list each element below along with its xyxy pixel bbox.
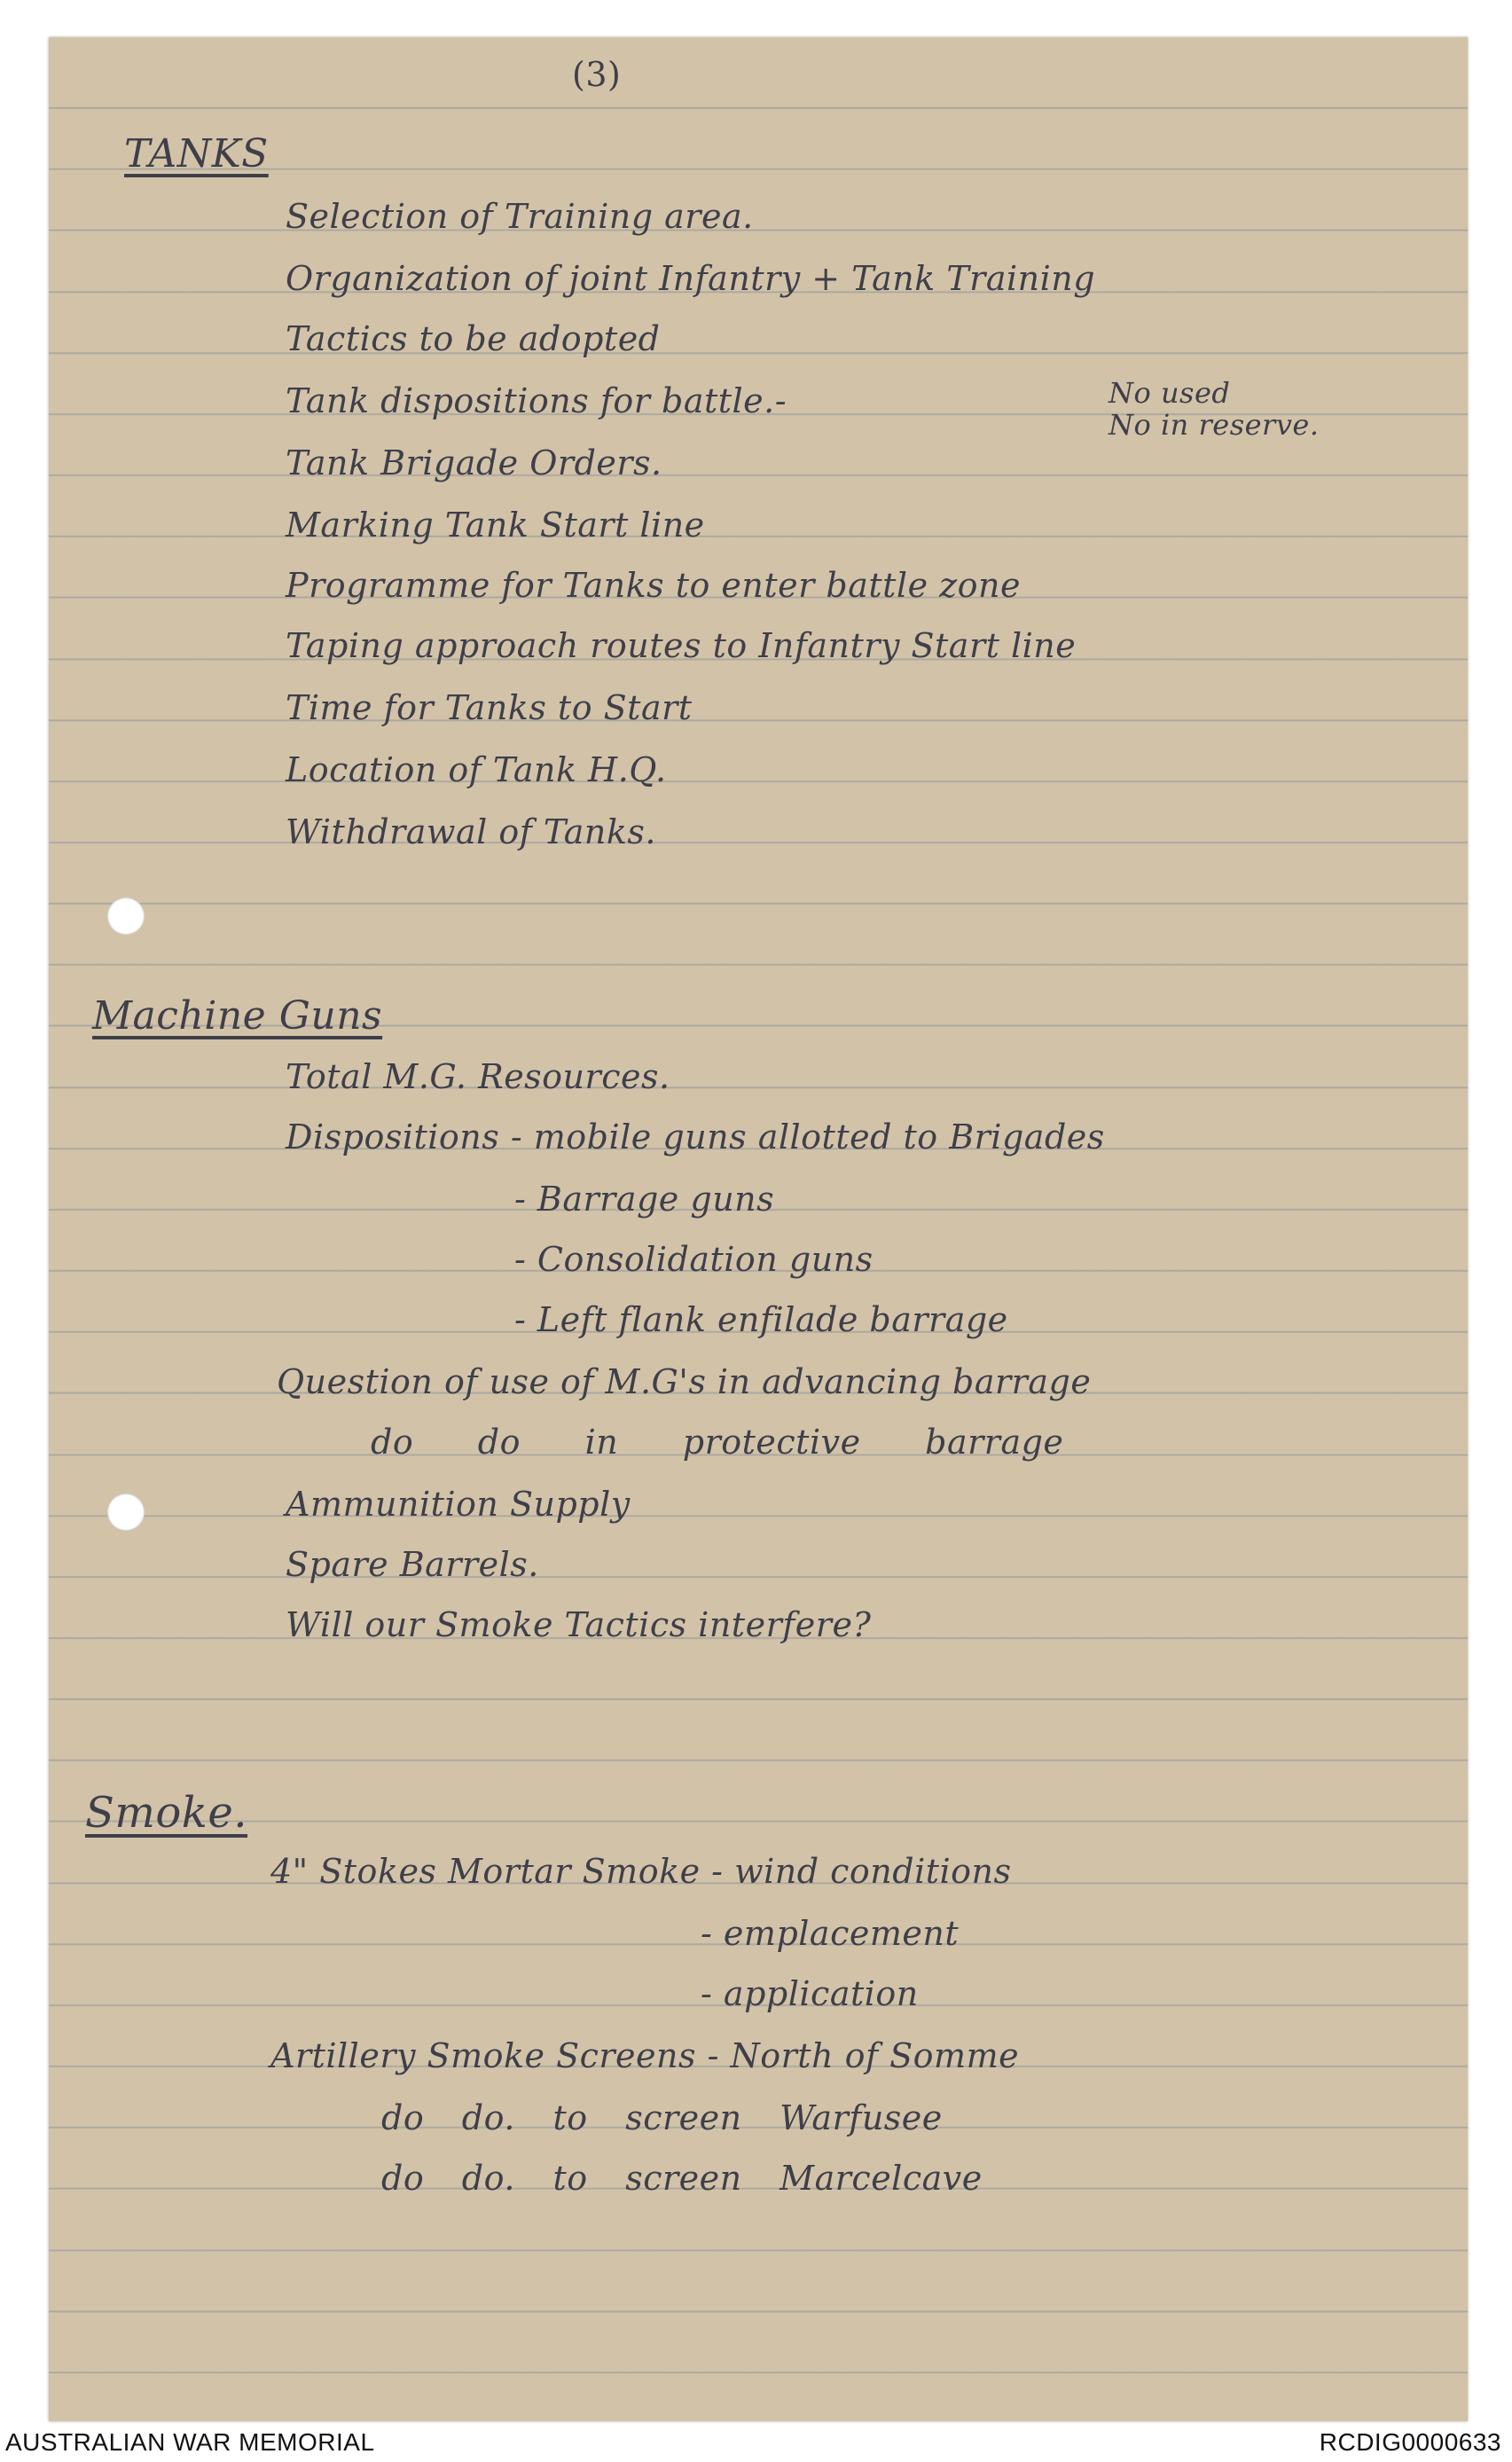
tanks-item: Programme for Tanks to enter battle zone	[286, 566, 1022, 605]
machine-guns-item: - Left flank enfilade barrage	[514, 1300, 1008, 1339]
tanks-heading: TANKS	[124, 131, 269, 176]
machine-guns-item: Spare Barrels.	[286, 1545, 539, 1584]
tanks-item: Marking Tank Start line	[286, 506, 705, 545]
tanks-margin-note: No used	[1109, 376, 1231, 410]
punch-hole-bottom	[107, 1494, 145, 1531]
tanks-item: Withdrawal of Tanks.	[286, 812, 656, 851]
tanks-margin-note: No in reserve.	[1109, 408, 1320, 442]
smoke-item: - emplacement	[701, 1914, 960, 1953]
smoke-item: Artillery Smoke Screens - North of Somme	[270, 2036, 1020, 2075]
tanks-item: Tactics to be adopted	[286, 319, 661, 358]
smoke-heading: Smoke.	[85, 1788, 248, 1838]
machine-guns-item: - Consolidation guns	[514, 1240, 874, 1279]
tanks-item: Selection of Training area.	[286, 197, 754, 236]
footer-institution: AUSTRALIAN WAR MEMORIAL	[5, 2428, 375, 2456]
machine-guns-heading: Machine Guns	[92, 993, 383, 1039]
machine-guns-item: Total M.G. Resources.	[286, 1057, 670, 1096]
page-number: (3)	[572, 55, 622, 94]
smoke-item: - application	[701, 1974, 919, 2013]
machine-guns-item: Will our Smoke Tactics interfere?	[286, 1605, 872, 1644]
machine-guns-item: Dispositions - mobile guns allotted to Brigades	[286, 1117, 1105, 1157]
smoke-item: do do. to screen Warfusee	[381, 2098, 943, 2137]
smoke-item: 4" Stokes Mortar Smoke - wind conditions	[270, 1852, 1012, 1891]
punch-hole-top	[107, 898, 145, 935]
tanks-item: Location of Tank H.Q.	[286, 750, 667, 789]
tanks-item: Organization of joint Infantry + Tank Training	[286, 259, 1096, 298]
tanks-item: Time for Tanks to Start	[286, 688, 693, 727]
smoke-item: do do. to screen Marcelcave	[381, 2159, 983, 2198]
machine-guns-item: Question of use of M.G's in advancing barrage	[277, 1362, 1092, 1401]
footer-record-id: RCDIG0000633	[1319, 2428, 1501, 2456]
tanks-item: Tank dispositions for battle.-	[286, 381, 787, 420]
tanks-item: Taping approach routes to Infantry Start line	[286, 626, 1077, 665]
machine-guns-item: do do in protective barrage	[371, 1423, 1064, 1462]
machine-guns-item: Ammunition Supply	[286, 1485, 631, 1524]
tanks-item: Tank Brigade Orders.	[286, 443, 662, 482]
machine-guns-item: - Barrage guns	[514, 1180, 775, 1219]
